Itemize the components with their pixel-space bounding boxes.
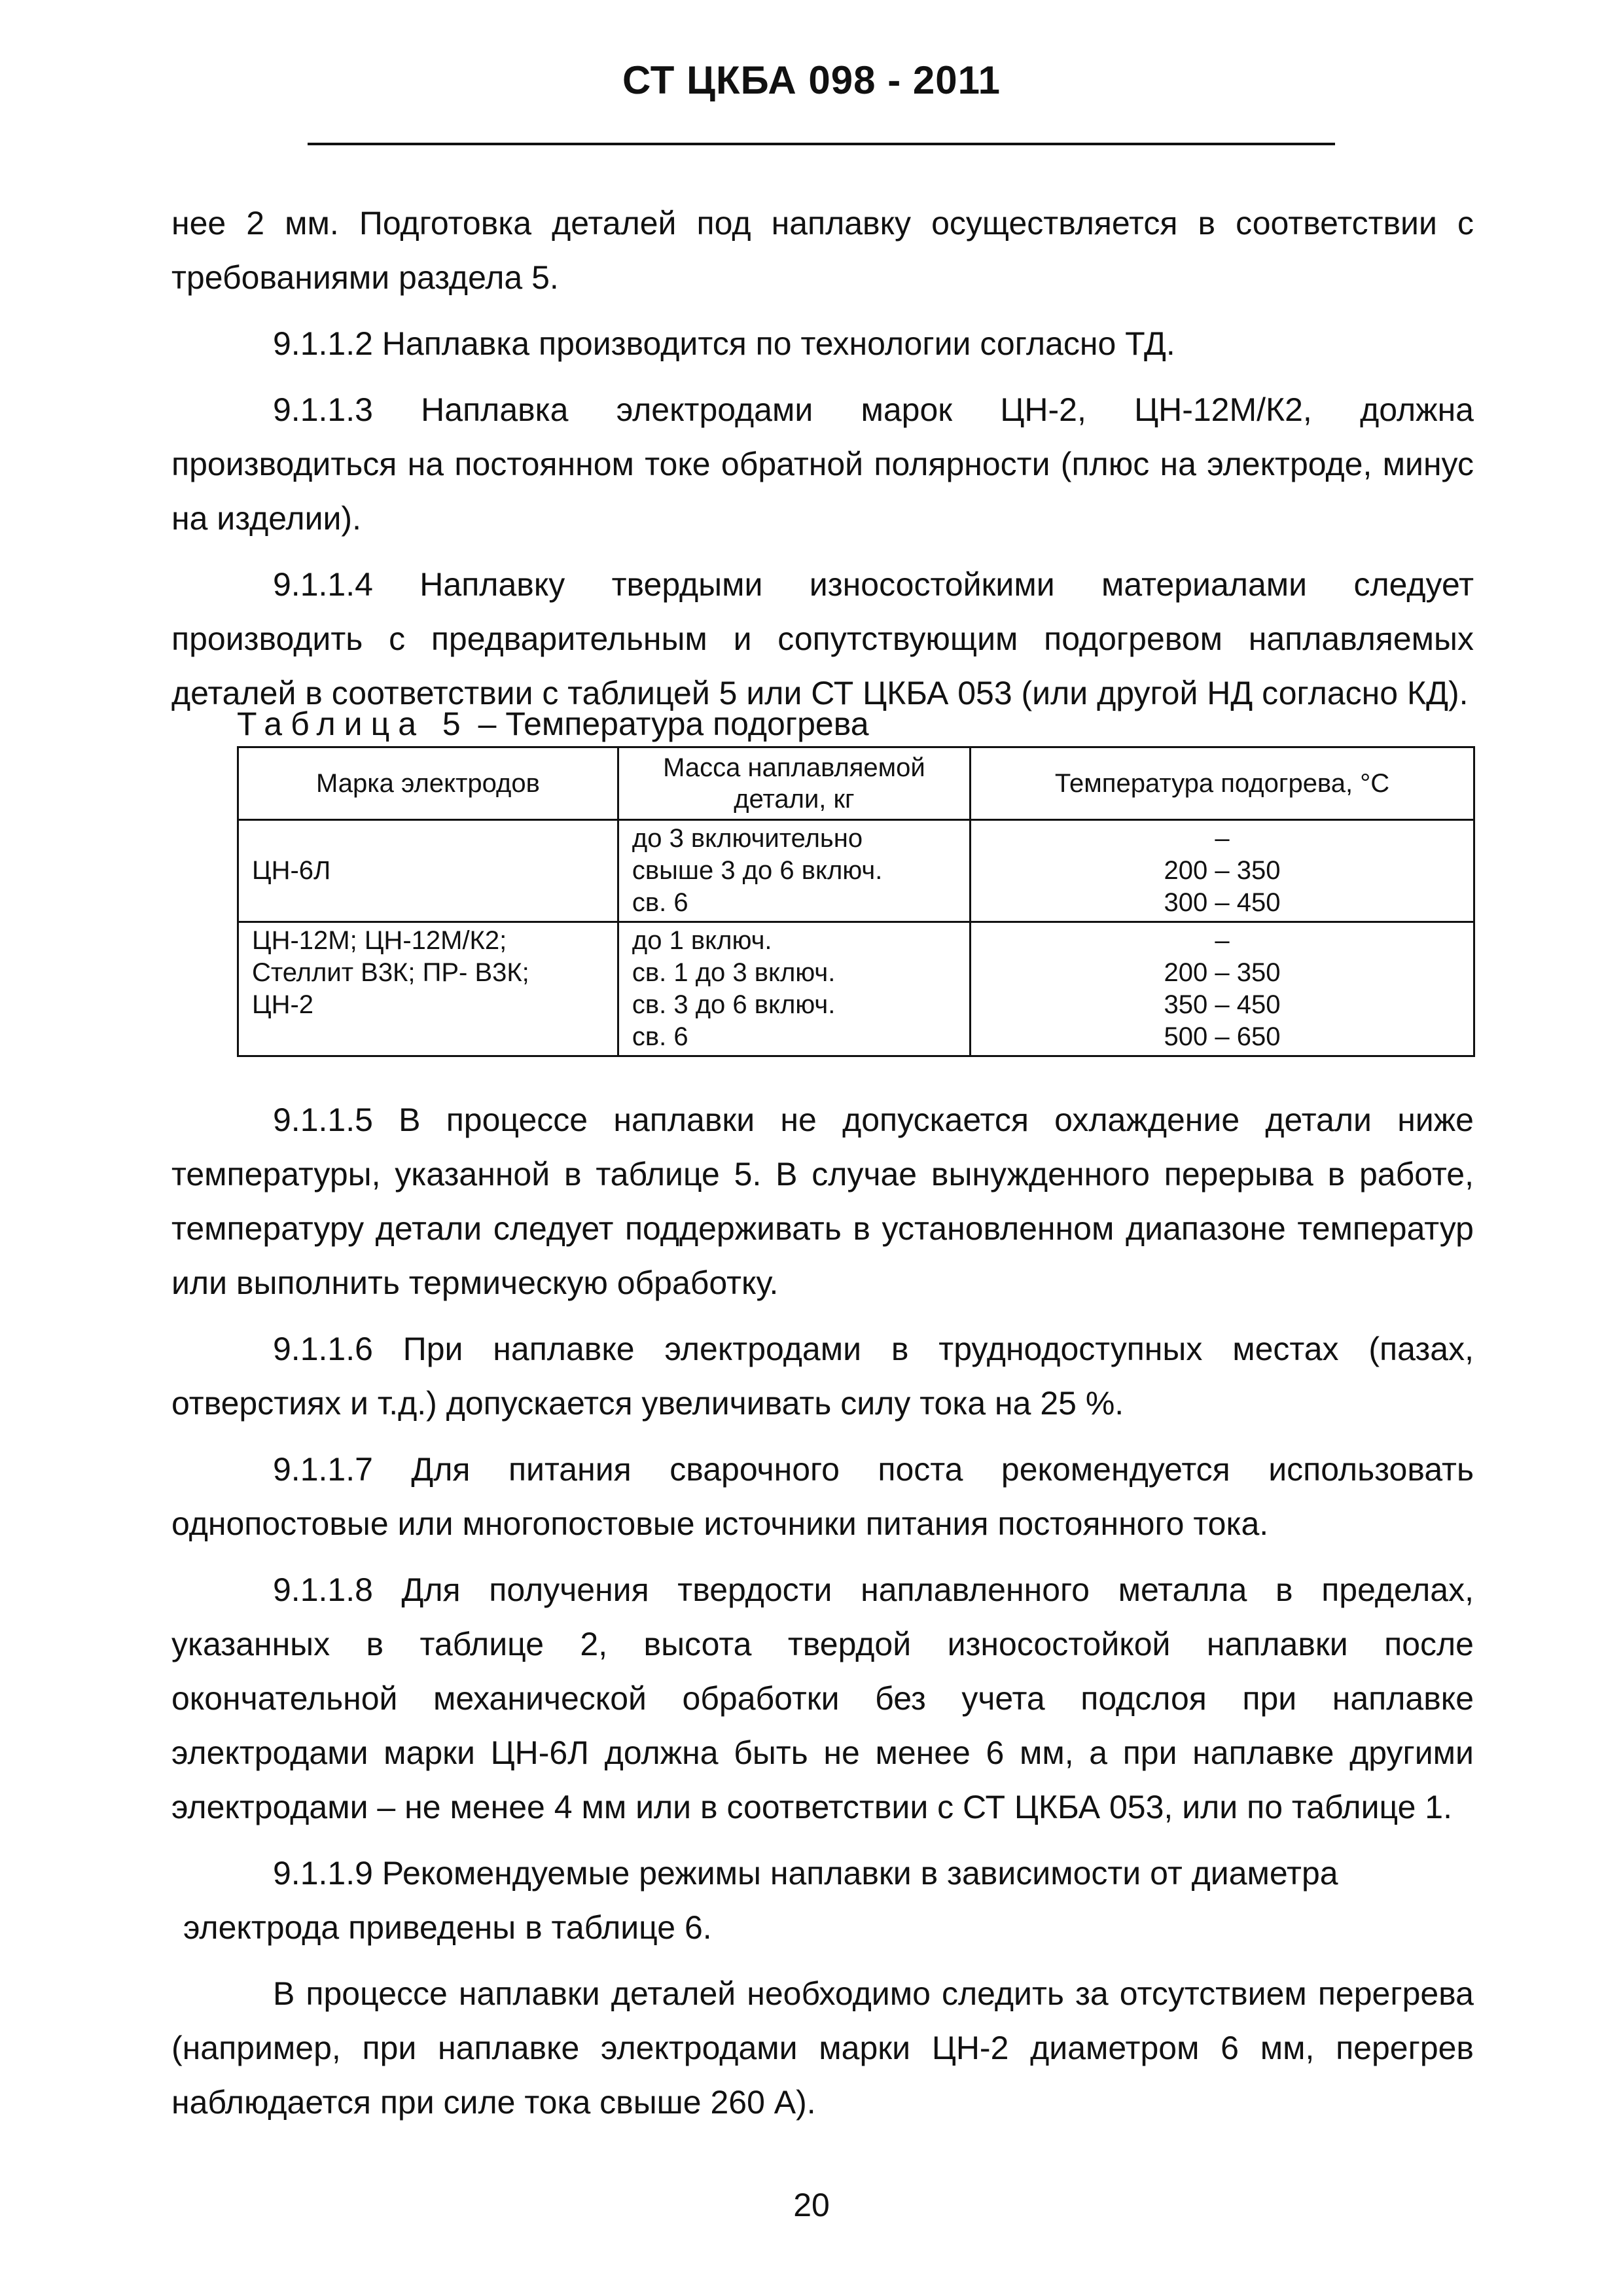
cell-line: св. 6 <box>632 1022 688 1051</box>
table-caption-title: – Температура подогрева <box>478 706 869 742</box>
cell-line: 350 – 450 <box>1164 990 1281 1019</box>
cell-temperature <box>970 820 1474 922</box>
paragraph-9-1-1-2: 9.1.1.2 Наплавка производится по технологии согласно ТД. <box>273 325 1175 362</box>
cell-line: св. 6 <box>632 888 688 917</box>
cell-brand <box>238 922 618 1056</box>
paragraph-9-1-1-8: 9.1.1.8 Для получения твердости наплавленного металла в пределах, указанных в таблице 2, высота твердой износостойкой наплавки после окончательной механической обработки без учета подслоя при наплавке электродами марки ЦН-6Л должна быть не менее 6 мм, а при наплавке другими электродами – не менее 4 мм или в соответствии с СТ ЦКБА 053, или по таблице 1. <box>171 1571 1474 1825</box>
cell-line: 300 – 450 <box>1164 888 1281 917</box>
cell-line: ЦН-2 <box>252 990 314 1019</box>
paragraph-9-1-1-6: 9.1.1.6 При наплавке электродами в труднодоступных местах (пазах, отверстиях и т.д.) допускается увеличивать силу тока на 25 %. <box>171 1331 1474 1422</box>
cell-line <box>252 823 604 855</box>
paragraph-9-1-1-3: 9.1.1.3 Наплавка электродами марок ЦН-2, ЦН-12М/К2, должна производиться на постоянном токе обратной полярности (плюс на электроде, минус на изделии). <box>171 391 1474 537</box>
header-preheat-temperature: Температура подогрева, °С <box>970 747 1474 820</box>
cell-line: ЦН-6Л <box>252 856 331 885</box>
cell-line: 500 – 650 <box>1164 1022 1281 1051</box>
header-rule <box>308 143 1335 145</box>
cell-line: св. 3 до 6 включ. <box>632 990 836 1019</box>
cell-line: до 1 включ. <box>632 926 772 955</box>
cell-mass <box>618 820 970 922</box>
paragraph-continuation: нее 2 мм. Подготовка деталей под наплавку осуществляется в соответствии с требованиями раздела 5. <box>171 205 1474 296</box>
cell-line: до 3 включительно <box>632 824 863 853</box>
table-caption-label: Таблица 5 <box>237 706 469 742</box>
preheat-temperature-table <box>237 746 1475 1057</box>
table-header-row <box>238 747 1474 820</box>
cell-line: свыше 3 до 6 включ. <box>632 856 883 885</box>
paragraph-9-1-1-7: 9.1.1.7 Для питания сварочного поста рекомендуется использовать однопостовые или многопостовые источники питания постоянного тока. <box>171 1451 1474 1542</box>
paragraph-overheat-note: В процессе наплавки деталей необходимо следить за отсутствием перегрева (например, при наплавке электродами марки ЦН-2 диаметром 6 мм, перегрев наблюдается при силе тока свыше 260 А). <box>171 1975 1474 2121</box>
cell-line: ЦН-12М; ЦН-12М/К2; <box>252 926 507 955</box>
paragraph-9-1-1-9: 9.1.1.9 Рекомендуемые режимы наплавки в зависимости от диаметра <box>273 1855 1338 1892</box>
cell-line: Стеллит В3К; ПР- В3К; <box>252 958 529 987</box>
header-part-mass: Масса наплавляемой детали, кг <box>618 747 970 820</box>
page-number: 20 <box>793 2187 830 2223</box>
table-row <box>238 820 1474 922</box>
body-text-bottom <box>171 1093 1474 2130</box>
cell-temperature <box>970 922 1474 1056</box>
body-text-top <box>171 196 1474 721</box>
cell-line: 200 – 350 <box>1164 856 1281 885</box>
cell-mass <box>618 922 970 1056</box>
paragraph-9-1-1-4: 9.1.1.4 Наплавку твердыми износостойкими материалами следует производить с предварительным и сопутствующим подогревом наплавляемых деталей в соответствии с таблицей 5 или СТ ЦКБА 053 (или другой НД согласно КД). <box>171 566 1474 711</box>
cell-line: св. 1 до 3 включ. <box>632 958 836 987</box>
table-caption <box>237 697 869 751</box>
header-electrode-brand: Марка электродов <box>238 747 618 820</box>
paragraph-9-1-1-9-continued: электрода приведены в таблице 6. <box>183 1909 712 1946</box>
table-row <box>238 922 1474 1056</box>
document-header: СТ ЦКБА 098 - 2011 <box>622 58 1001 102</box>
cell-line: 200 – 350 <box>1164 958 1281 987</box>
paragraph-9-1-1-5: 9.1.1.5 В процессе наплавки не допускается охлаждение детали ниже температуры, указанной в таблице 5. В случае вынужденного перерыва в работе, температуру детали следует поддерживать в установленном диапазоне температур или выполнить термическую обработку. <box>171 1102 1474 1301</box>
cell-line: – <box>1215 824 1230 853</box>
cell-brand <box>238 820 618 922</box>
cell-line: – <box>1215 926 1230 955</box>
